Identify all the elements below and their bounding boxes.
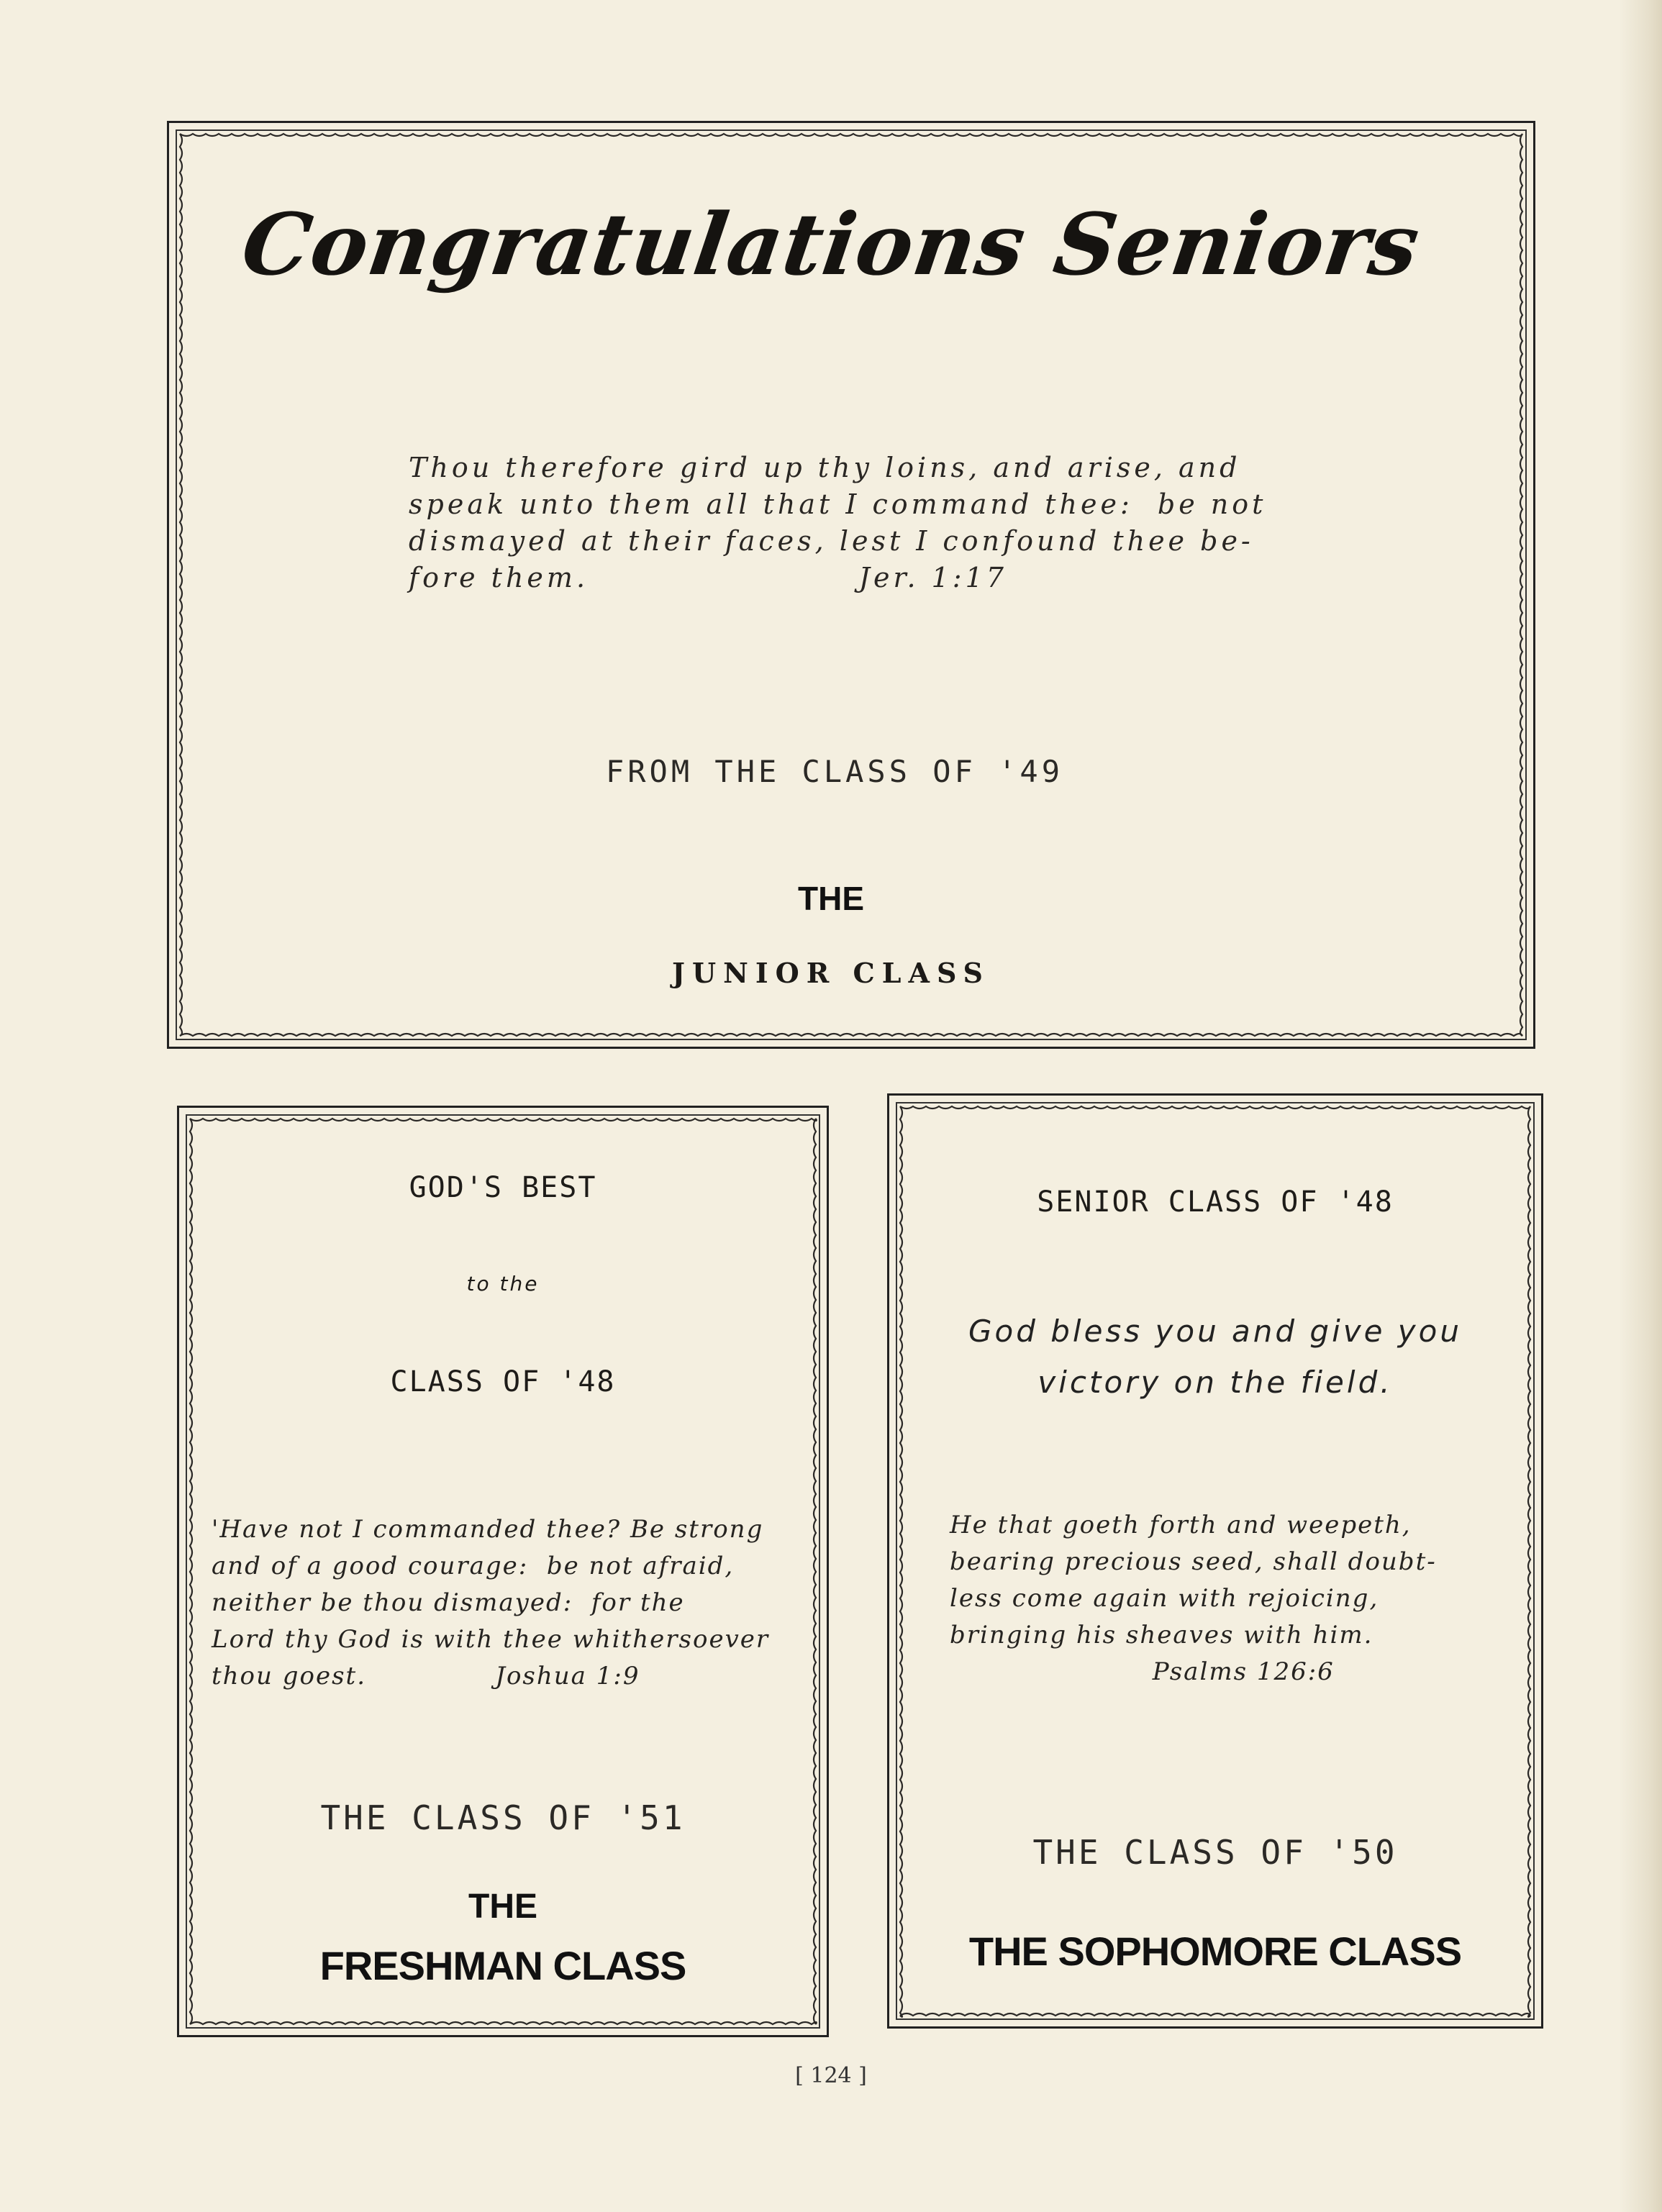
page-edge-shadow: [1619, 0, 1662, 2212]
left-scripture-verse: 'Have not I commanded thee? Be strong and of a good courage: be not afraid, neither be thou dismayed: for the Lord thy God is with thee whithersoever thou goest. Joshua 1:9: [212, 1515, 770, 1690]
left-heading: GOD'S BEST: [409, 1171, 597, 1204]
scripture-verse: Thou therefore gird up thy loins, and arise, and speak unto them all that I command thee: be not dismayed at their faces, lest I confound thee be- fore them. Jer. 1:17: [409, 452, 1267, 593]
left-subheading: to the: [466, 1272, 540, 1296]
right-from-line: THE CLASS OF '50: [1032, 1833, 1398, 1872]
class-article: THE: [798, 880, 864, 917]
left-class-article: THE: [468, 1888, 537, 1926]
junior-class-name: JUNIOR CLASS: [671, 957, 991, 989]
ad-title: Congratulations Seniors: [236, 194, 1426, 294]
sophomore-class-name: THE SOPHOMORE CLASS: [968, 1929, 1462, 1974]
freshman-class-name: FRESHMAN CLASS: [319, 1943, 686, 1988]
from-class-line: FROM THE CLASS OF '49: [605, 754, 1063, 789]
right-heading: SENIOR CLASS OF '48: [1037, 1185, 1394, 1219]
left-from-line: THE CLASS OF '51: [320, 1798, 686, 1837]
right-scripture-verse: He that goeth forth and weepeth, bearing precious seed, shall doubt- less come again with rejoicing, bringing his sheaves with him. Psalms 126:6: [950, 1511, 1437, 1686]
page-number: [ 124 ]: [795, 2063, 867, 2088]
blessing-text: God bless you and give you victory on the field.: [968, 1314, 1462, 1400]
left-class-line: CLASS OF '48: [390, 1365, 616, 1398]
